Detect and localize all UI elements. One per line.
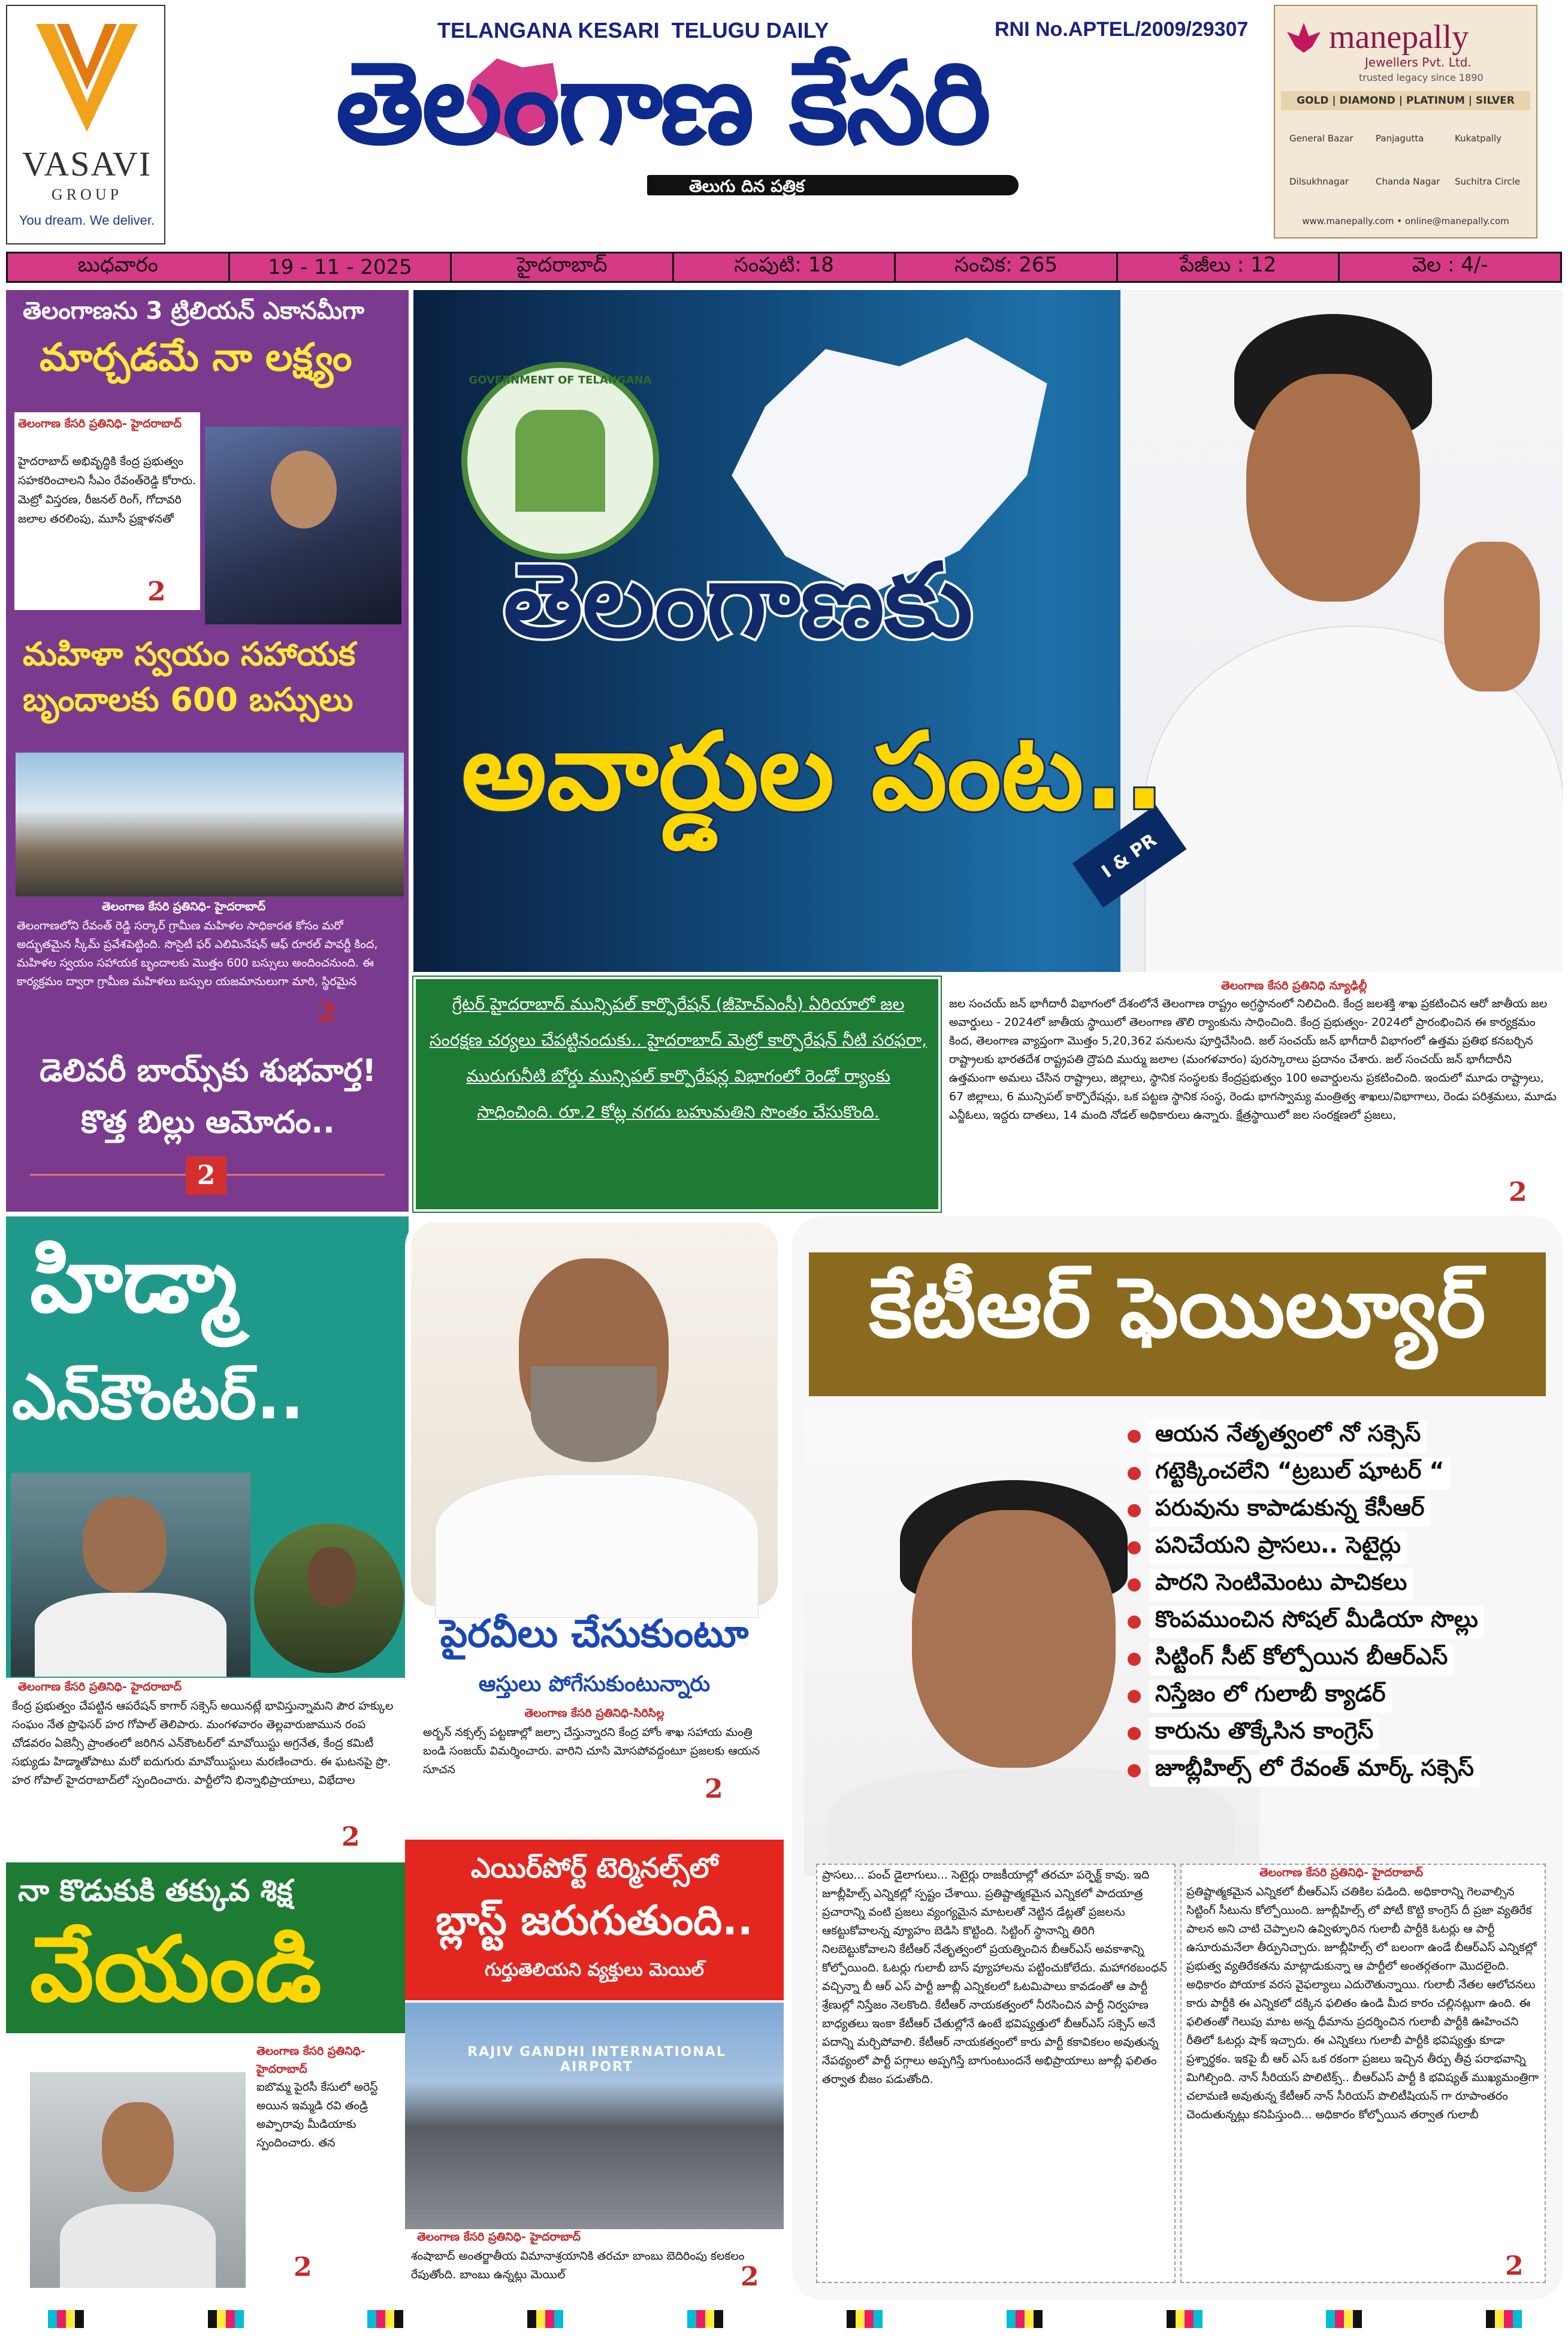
hidma-page-ref[interactable]: 2 — [342, 1822, 360, 1852]
rni-number: RNI No.APTEL/2009/29307 — [995, 18, 1249, 41]
vasavi-tagline: You dream. We deliver. — [19, 213, 155, 228]
vasavi-ad[interactable] — [6, 5, 165, 244]
dateline-band — [6, 252, 1562, 283]
bullet-dot-icon — [1128, 1690, 1141, 1703]
date-value: 19 - 11 - 2025 — [230, 253, 452, 281]
story2-page-ref[interactable]: 2 — [318, 997, 336, 1028]
lead-green-box[interactable] — [413, 977, 941, 1212]
manepally-tag: trusted legacy since 1890 — [1359, 72, 1484, 83]
story1-headline[interactable]: మార్చడమే నా లక్ష్యం — [40, 336, 352, 380]
ktr-bullets — [1128, 1418, 1559, 1789]
son-story[interactable] — [6, 1862, 409, 2300]
ktr-bullet-3 — [1128, 1529, 1559, 1566]
story1-byline: తెలంగాణ కేసరి ప్రతినిధి- హైదరాబాద్ — [18, 417, 182, 430]
lead-headline-1: తెలంగాణకు — [503, 542, 973, 660]
bullet-text: నిస్తేజం లో గులాబీ క్యాడర్ — [1149, 1680, 1392, 1713]
shirt-2 — [35, 1593, 226, 1677]
bullet-text: ఆయన నేతృత్వంలో నో సక్సెస్ — [1149, 1420, 1427, 1453]
shirt-5 — [435, 1474, 759, 1618]
reg-mark — [367, 2310, 403, 2328]
lead-headline-2: అవార్డుల పంట.. — [461, 709, 1165, 834]
bullet-dot-icon — [1128, 1504, 1141, 1517]
bullet-dot-icon — [1128, 1764, 1141, 1777]
masthead-tagline: తెలుగు దిన పత్రిక — [689, 176, 805, 196]
bullet-text: కొంపముంచిన సోషల్ మీడియా సొల్లు — [1149, 1606, 1484, 1638]
cm-hand — [1444, 542, 1540, 692]
branch-4: Chanda Nagar — [1376, 176, 1440, 187]
airport-story[interactable] — [405, 1840, 784, 2301]
branch-0: General Bazar — [1289, 133, 1354, 144]
buses-photo — [16, 753, 404, 896]
reg-mark — [208, 2310, 244, 2328]
emblem-text: GOVERNMENT OF TELANGANA — [469, 374, 652, 387]
bullet-text: గట్టెక్కించలేని “ట్రబుల్ షూటర్ “ — [1149, 1457, 1450, 1490]
ktr-col1: ప్రాసలు... పంచ్ డైలాగులు... సెటైర్లు రాజకీయాల్లో తరచూ పర్ఫెక్ట్ కావు. ఇది జూబ్లీహిల్స్ ఎన్నికల్లో స్పష్టం చేశాయి. ప్రతిష్టాత్మకమైన ఎన్నికలో పాదయాత్ర ప్రచారాన్ని వంటి ప్రజలు వ్యంగ్యమైన మాటలతో నెట్టిన డేట్లతో ప్రజలను ఆకట్టుకోవాలన్న వ్యూహం బెడిసి కొట్టింది. సిట్టింగ్ స్థానాన్ని తిరిగి నిలబెట్టుకోవాలని కేటీఆర్ నేతృత్వంలో ప్రయత్నించిన బీఆర్ఎస్ అవకాశాన్ని కోల్పోయింది. ఓటర్లు గులాబీ బాస్ వ్యూహాలను పట్టించుకోలేదు. మహాగఠబంధన్ వచ్చిన్నా బీ ఆర్ ఎస్ పార్టీ జూబ్లీ ఎన్నికలలో ఓటమిపాలు కావడంతో ఆ పార్టీ శ్రేణుల్లో నిస్తేజం నెలకొంది. కేటీఆర్ నాయకత్వంలో నీరసించిన పార్టీ నిర్వహణ బాధ్యతలు ఇంకా కేటీఆర్ చేతుల్లోనే ఉంటే భవిష్యత్తులో బీఆర్ఎస్ సక్సెస్ అనే పదాన్ని మర్చిపోవాలి. కేటీఆర్ నాయకత్వంలో కారు పార్టీ కకావికలం అవుతున్న నేపథ్యంలో పార్టీ పగ్గాలు అప్పగిస్తే బాగుంటుందనే అభిప్రాయాలు జూబ్లీ ఫలితం తర్వాత బీజం పడుతోంది. — [822, 1868, 1167, 2086]
ktr-bullet-8 — [1128, 1715, 1559, 1752]
bandi-headline: పైరవీలు చేసుకుంటూ — [440, 1612, 749, 1656]
manepally-brand: manepally — [1329, 19, 1469, 56]
ktr-headline: కేటీఆర్ ఫెయిల్యూర్ — [869, 1260, 1486, 1356]
masthead-title: తెలంగాణ కేసరి — [336, 37, 989, 170]
ktr-face — [912, 1510, 1116, 1768]
beard-5 — [531, 1366, 657, 1462]
reg-mark — [527, 2310, 563, 2328]
mic-label: I & PR — [1098, 829, 1161, 883]
airport-headline-1: ఎయిర్‌పోర్ట్ టెర్మినల్స్‌లో — [470, 1852, 718, 1884]
son-photo — [30, 2072, 246, 2288]
reg-mark — [847, 2310, 883, 2328]
date-volume: సంపుటి: 18 — [674, 253, 896, 281]
left-column — [6, 290, 409, 1212]
son-headline-1: నా కొడుకుకి తక్కువ శిక్ష — [18, 1873, 293, 1908]
vasavi-brand: VASAVI — [22, 144, 152, 183]
registration-bar — [48, 2310, 1522, 2328]
bandi-byline: తెలంగాణ కేసరి ప్రతినిధి-సిరిసిల్ల — [524, 1707, 664, 1720]
airport-photo — [405, 2003, 784, 2229]
shirt-4 — [60, 2204, 216, 2288]
face-icon — [271, 451, 337, 529]
date-issue: సంచిక: 265 — [896, 253, 1118, 281]
story1-kicker[interactable]: తెలంగాణను 3 ట్రిలియన్ ఎకానమీగా — [23, 297, 365, 325]
story1-page-ref[interactable]: 2 — [147, 576, 166, 607]
son-page-ref[interactable]: 2 — [294, 2252, 312, 2282]
reg-mark — [1007, 2310, 1043, 2328]
branch-3: Dilsukhnagar — [1289, 176, 1349, 187]
manepally-metals: GOLD | DIAMOND | PLATINUM | SILVER — [1281, 91, 1530, 110]
ktr-bullet-2 — [1128, 1492, 1559, 1529]
reg-mark — [687, 2310, 723, 2328]
son-headline-2: వేయండి — [30, 1918, 322, 2022]
airport-body: శంషాబాద్ అంతర్జాతీయ విమానాశ్రయానికి తరచూ బాంబు బెదిరింపు కలకలం రేపుతోంది. బాంబు ఉన్నట్లు మెయిల్ — [411, 2250, 745, 2281]
date-pages: పేజీలు : 12 — [1118, 253, 1340, 281]
airport-page-ref[interactable]: 2 — [741, 2262, 759, 2292]
date-city: హైదరాబాద్ — [452, 253, 674, 281]
airport-sub: గుర్తుతెలియని వ్యక్తులు మెయిల్ — [485, 1959, 704, 1980]
ktr-bullet-6 — [1128, 1641, 1559, 1678]
bullet-dot-icon — [1128, 1430, 1141, 1443]
ktr-bullet-5 — [1128, 1604, 1559, 1641]
son-byline: తెలంగాణ కేసరి ప్రతినిధి- హైదరాబాద్ — [256, 2045, 365, 2076]
ktr-bullet-4 — [1128, 1566, 1559, 1604]
lead-body: జల సంచయ్ జన్ భాగీదారీ విభాగంలో దేశంలోనే తెలంగాణ రాష్ట్రం అగ్రస్థానంలో నిలిచింది. కేంద్ర జలశక్తి శాఖ ప్రకటించిన ఆరో జాతీయ జల అవార్డులు - 2024లో జాతీయ స్థాయిలో తెలంగాణ తొలి ర్యాంకును సాధించింది. కేంద్ర ప్రభుత్వం- 2024లో ప్రారంభించిన ఈ కార్యక్రమం కింద, తెలంగాణ వ్యాప్తంగా మొత్తం 5,20,362 పనులను పూర్తిచేసింది. జల్ సంచయ్ జన్ భాగీదారీ విభాగంలో ఉత్తమ ప్రతిభ కనబర్చిన రాష్ట్రాలకు భారతదేశ రాష్ట్రపతి ద్రౌపది ముర్ము జలాల (మంగళవారం) పురస్కారాలు ప్రదానం చేశారు. జల్ సంచయ్ జన్ భాగీదారీని ఉత్తమంగా అమలు చేసిన రాష్ట్రాలు, జిల్లాలు, స్థానిక సంస్థలకు కేంద్రప్రభుత్వం 100 అవార్డులను ప్రకటించింది. ఇందులో మూడు రాష్ట్రాలు, 67 జిల్లాలు, 6 మున్సిపల్ కార్పొరేషన్లు, ఒక పట్టణ స్థానిక సంస్థ, రెండు భాగస్వామ్య మంత్రిత్వ శాఖలు/విభాగాలు, రెండు పరిశ్రమలు, మూడు ఎన్జీఓలు, ఇద్దరు దాతలు, 14 మంది నోడల్ అధికారులు ఉన్నారు. క్షేత్రస్థాయిలో జల సంరక్షణలో ప్రజలు, — [949, 997, 1557, 1122]
branch-1: Panjagutta — [1376, 133, 1424, 144]
face-icon-2 — [83, 1497, 167, 1593]
paper-top-line: TELANGANA KESARI TELUGU DAILY — [437, 18, 829, 43]
manepally-ad[interactable] — [1274, 5, 1537, 238]
story3-page-ref[interactable]: 2 — [186, 1157, 226, 1195]
haragopal-photo — [11, 1473, 250, 1677]
revanth-photo — [205, 427, 401, 624]
lotus-icon — [1287, 23, 1321, 53]
emblem-arch-icon — [515, 410, 605, 512]
govt-emblem — [461, 362, 659, 560]
bullet-dot-icon — [1128, 1727, 1141, 1740]
story2-byline: తెలంగాణ కేసరి ప్రతినిధి- హైదరాబాద్ — [102, 900, 266, 913]
bullet-dot-icon — [1128, 1541, 1141, 1554]
branch-2: Kukatpally — [1455, 133, 1502, 144]
bullet-text: పరువును కాపాడుకున్న కేసీఆర్ — [1149, 1494, 1430, 1527]
bullet-dot-icon — [1128, 1616, 1141, 1629]
ktr-bullet-0 — [1128, 1418, 1559, 1455]
lead-page-ref[interactable]: 2 — [1509, 1177, 1527, 1207]
bandi-story[interactable] — [405, 1216, 784, 1840]
bullet-dot-icon — [1128, 1653, 1141, 1666]
date-price: వెల : 4/- — [1412, 253, 1488, 277]
bullet-text: పారని సెంటిమెంటు పాచికలు — [1149, 1569, 1413, 1601]
hidma-story[interactable] — [6, 1216, 409, 1858]
son-body: ఐబొమ్మ పైరసీ కేసులో అరెస్ట్ అయిన ఇమ్మడి రవి తండ్రి అప్పారావు మీడియాకు స్పందించారు. తన — [256, 2081, 378, 2149]
cm-face — [1246, 374, 1420, 602]
bullet-text: పనిచేయని ప్రాసలు.. సెటైర్లు — [1149, 1532, 1407, 1564]
reg-mark — [1167, 2310, 1203, 2328]
branch-5: Suchitra Circle — [1455, 176, 1521, 187]
story2-headline[interactable]: మహిళా స్వయం సహాయక బృందాలకు 600 బస్సులు — [23, 635, 356, 718]
bullet-text: సిట్టింగ్ సీట్ కోల్పోయిన బీఆర్ఎస్ — [1149, 1643, 1454, 1675]
ktr-bullet-9 — [1128, 1752, 1559, 1789]
reg-mark — [48, 2310, 84, 2328]
bandi-body: అర్బన్ నక్సల్స్ పట్టణాల్లో జల్సా చేస్తున్నారని కేంద్ర హోం శాఖ సహాయ మంత్రి బండి సంజయ్ విమర్శించారు. వారిని చూసి మోసపోవద్దంటూ ప్రజలకు ఆయన సూచన — [423, 1726, 760, 1776]
cm-photo — [1120, 290, 1563, 972]
lead-green-text: గ్రేటర్ హైదరాబాద్ మున్సిపల్ కార్పొరేషన్ (జీహెచ్‌ఎంసీ) ఏరియాలో జల సంరక్షణ చర్యలు చేపట్టినందుకు.. హైదరాబాద్ మెట్రో కార్పొరేషన్ నీటి సరఫరా, మురుగునీటి బోర్డు మున్సిపల్ కార్పొరేషన్ల విభాగంలో రెండో ర్యాంకు సాధించింది. రూ.2 కోట్ల నగదు బహుమతిని సొంతం చేసుకొంది. — [429, 994, 927, 1122]
story2-body: తెలంగాణలోని రేవంత్ రెడ్డి సర్కార్ గ్రామీణ మహిళల సాధికారత కోసం మరో అద్భుతమైన స్కీమ్ ప్రవేశపెట్టింది. సొసైటీ ఫర్ ఎలిమినేషన్ ఆఫ్ రూరల్ పావర్టీ కింద, మహిళల స్వయం సహాయక బృందాలకు మొత్తం 600 బస్సులు అందించనుంది. ఈ కార్యక్రమం ద్వారా గ్రామీణ మహిళలు బస్సుల యజమానులుగా మారి, స్థిరమైన — [17, 919, 378, 988]
vasavi-sub: GROUP — [51, 186, 123, 203]
bandi-sub: ఆస్తులు పోగేసుకుంటున్నారు — [478, 1672, 711, 1696]
bullet-text: కారును తొక్కేసిన కాంగ్రెస్ — [1149, 1717, 1379, 1750]
ktr-story[interactable] — [792, 1216, 1563, 2300]
reg-mark — [1326, 2310, 1362, 2328]
bandi-photo — [411, 1222, 778, 1606]
bandi-page-ref[interactable]: 2 — [705, 1774, 723, 1804]
ktr-bullet-1 — [1128, 1455, 1559, 1492]
manepally-web: www.manepally.com • online@manepally.com — [1302, 216, 1509, 227]
lead-banner[interactable] — [413, 290, 1563, 972]
ktr-bullet-7 — [1128, 1678, 1559, 1715]
airport-byline: తెలంగాణ కేసరి ప్రతినిధి- హైదరాబాద్ — [417, 2230, 581, 2244]
airport-headline-2: బ్లాస్ట్ జరుగుతుంది.. — [436, 1897, 753, 1945]
hidma-photo — [250, 1520, 407, 1677]
hidma-headline-2: ఎన్‌కౌంటర్.. — [12, 1360, 304, 1433]
date-day: బుధవారం — [8, 253, 230, 281]
manepally-sub: Jewellers Pvt. Ltd. — [1365, 55, 1472, 70]
story3-headline[interactable]: డెలివరీ బాయ్స్‌కు శుభవార్త! కొత్త బిల్లు ఆమోదం.. — [40, 1053, 376, 1140]
bullet-dot-icon — [1128, 1467, 1141, 1480]
vasavi-logo-icon — [30, 18, 144, 138]
lead-byline: తెలంగాణ కేసరి ప్రతినిధి న్యూఢిల్లీ — [1221, 979, 1367, 992]
ktr-col2: ప్రతిష్టాత్మకమైన ఎన్నికలో బీఆర్ఎస్ చతికిల పడింది. అధికారాన్ని గెలవాల్సిన సిట్టింగ్ సీటును కోల్పోయింది. జూబ్లీహిల్స్ లో పోటీ కొట్టి కాంగ్రెస్ దీ ప్రజా వ్యతిరేక పాలన అని చాటి చెప్పాలని ఉవ్విళ్ళూరిన గులాబీ పార్టీకి ఓటర్లు ఆ పార్టీ ఉసూరుమనేలా తీర్పునిచ్చారు. జూబ్లీహిల్స్ లో బలంగా ఉండే బీఆర్ఎస్ ఎన్నికల్లో ప్రభుత్వ వ్యతిరేకతను మాట్లాడుకున్నా ఆ పార్టీలో అంతర్గతంగా మొదలైంది. అధికారం పోయాక వరస వైఫల్యాలు ఎదురౌతున్నాయి. గులాబీ నేతల ఆలోచనలు కారు పార్టీకి ఈ ఎన్నికలో దక్కిన ఫలితం ఉండి మీద కారం చల్లినట్లుగా ఉంది. ఈ ఫలితంతో గెలుపు మాట అన్న ధీమాను ప్రదర్శించిన గులాబీ పార్టీకి ఊహించని రీతిలో ఓటర్లు షాక్ ఇచ్చారు. ఈ ఎన్నికలు గులాబీ పార్టీకి భవిష్యత్తు కూడా ప్రశ్నార్థకం. ఇకపై బీ ఆర్ ఎస్ ఒక రకంగా ప్రజలు ఇచ్చిన తీర్పు తీవ్ర పరాభవాన్ని మిగిల్చింది. నాన్ సీరియస్ పొలిటిక్స్.. బీఆర్ఎస్ పార్టీ కి భవిష్యత్ ముఖ్యమంత్రిగా చలామణి అవుతున్న కేటీఆర్ నాన్ సీరియస్ పొలిటీషియన్ గా రూపాంతరం చెందుతున్నట్లు కనిపిస్తుంది... అధికారం కోల్పోయిన తర్వాత గులాబీ — [1186, 1885, 1539, 2121]
ktr-byline: తెలంగాణ కేసరి ప్రతినిధి- హైదరాబాద్ — [1259, 1866, 1424, 1879]
ktr-page-ref[interactable]: 2 — [1505, 2251, 1524, 2281]
story1-body: హైదరాబాద్ అభివృద్ధికి కేంద్ర ప్రభుత్వం సహకరించాలని సీఎం రేవంత్‌రెడ్డి కోరారు. మెట్రో విస్తరణ, రీజనల్ రింగ్, గోదావరి జలాల తరలింపు, మూసీ ప్రక్షాళనతో — [18, 455, 197, 526]
hidma-byline: తెలంగాణ కేసరి ప్రతినిధి- హైదరాబాద్ — [18, 1680, 182, 1693]
bullet-text: జూబ్లీహిల్స్ లో రేవంత్ మార్క్ సక్సెస్ — [1149, 1755, 1480, 1787]
bullet-dot-icon — [1128, 1578, 1141, 1592]
lead-text-box — [945, 977, 1563, 1212]
face-icon-3 — [308, 1547, 356, 1607]
reg-mark — [1486, 2310, 1522, 2328]
airport-sign: RAJIV GANDHI INTERNATIONAL AIRPORT — [467, 2045, 726, 2075]
face-icon-4 — [102, 2102, 174, 2192]
hidma-headline-1: హిడ్మా — [30, 1228, 238, 1333]
hidma-body: కేంద్ర ప్రభుత్వం చేపట్టిన ఆపరేషన్ కాగార్ సక్సెస్ అయినట్లే భావిస్తున్నామని పౌర హక్కుల సంఘం నేత ప్రొఫెసర్ హర గోపాల్ తెలిపారు. మంగళవారం తెల్లవారుజామున రంప చోడవరం ఏజెన్సీ ప్రాంతంలో జరిగిన ఎన్‌కౌంటర్‌లో మావోయిస్టు అగ్రనేత, కేంద్ర కమిటీ సభ్యుడు హిడ్మాతోపాటు మరో ఐదుగురు మావోయిస్టులు మరణించారు. ఈ ఘటనపై ప్రొ. హర గోపాల్ హైదరాబాద్‌లో స్పందించారు. పార్టీలోని భిన్నాభిప్రాయాలు, విభేదాల — [12, 1699, 394, 1787]
